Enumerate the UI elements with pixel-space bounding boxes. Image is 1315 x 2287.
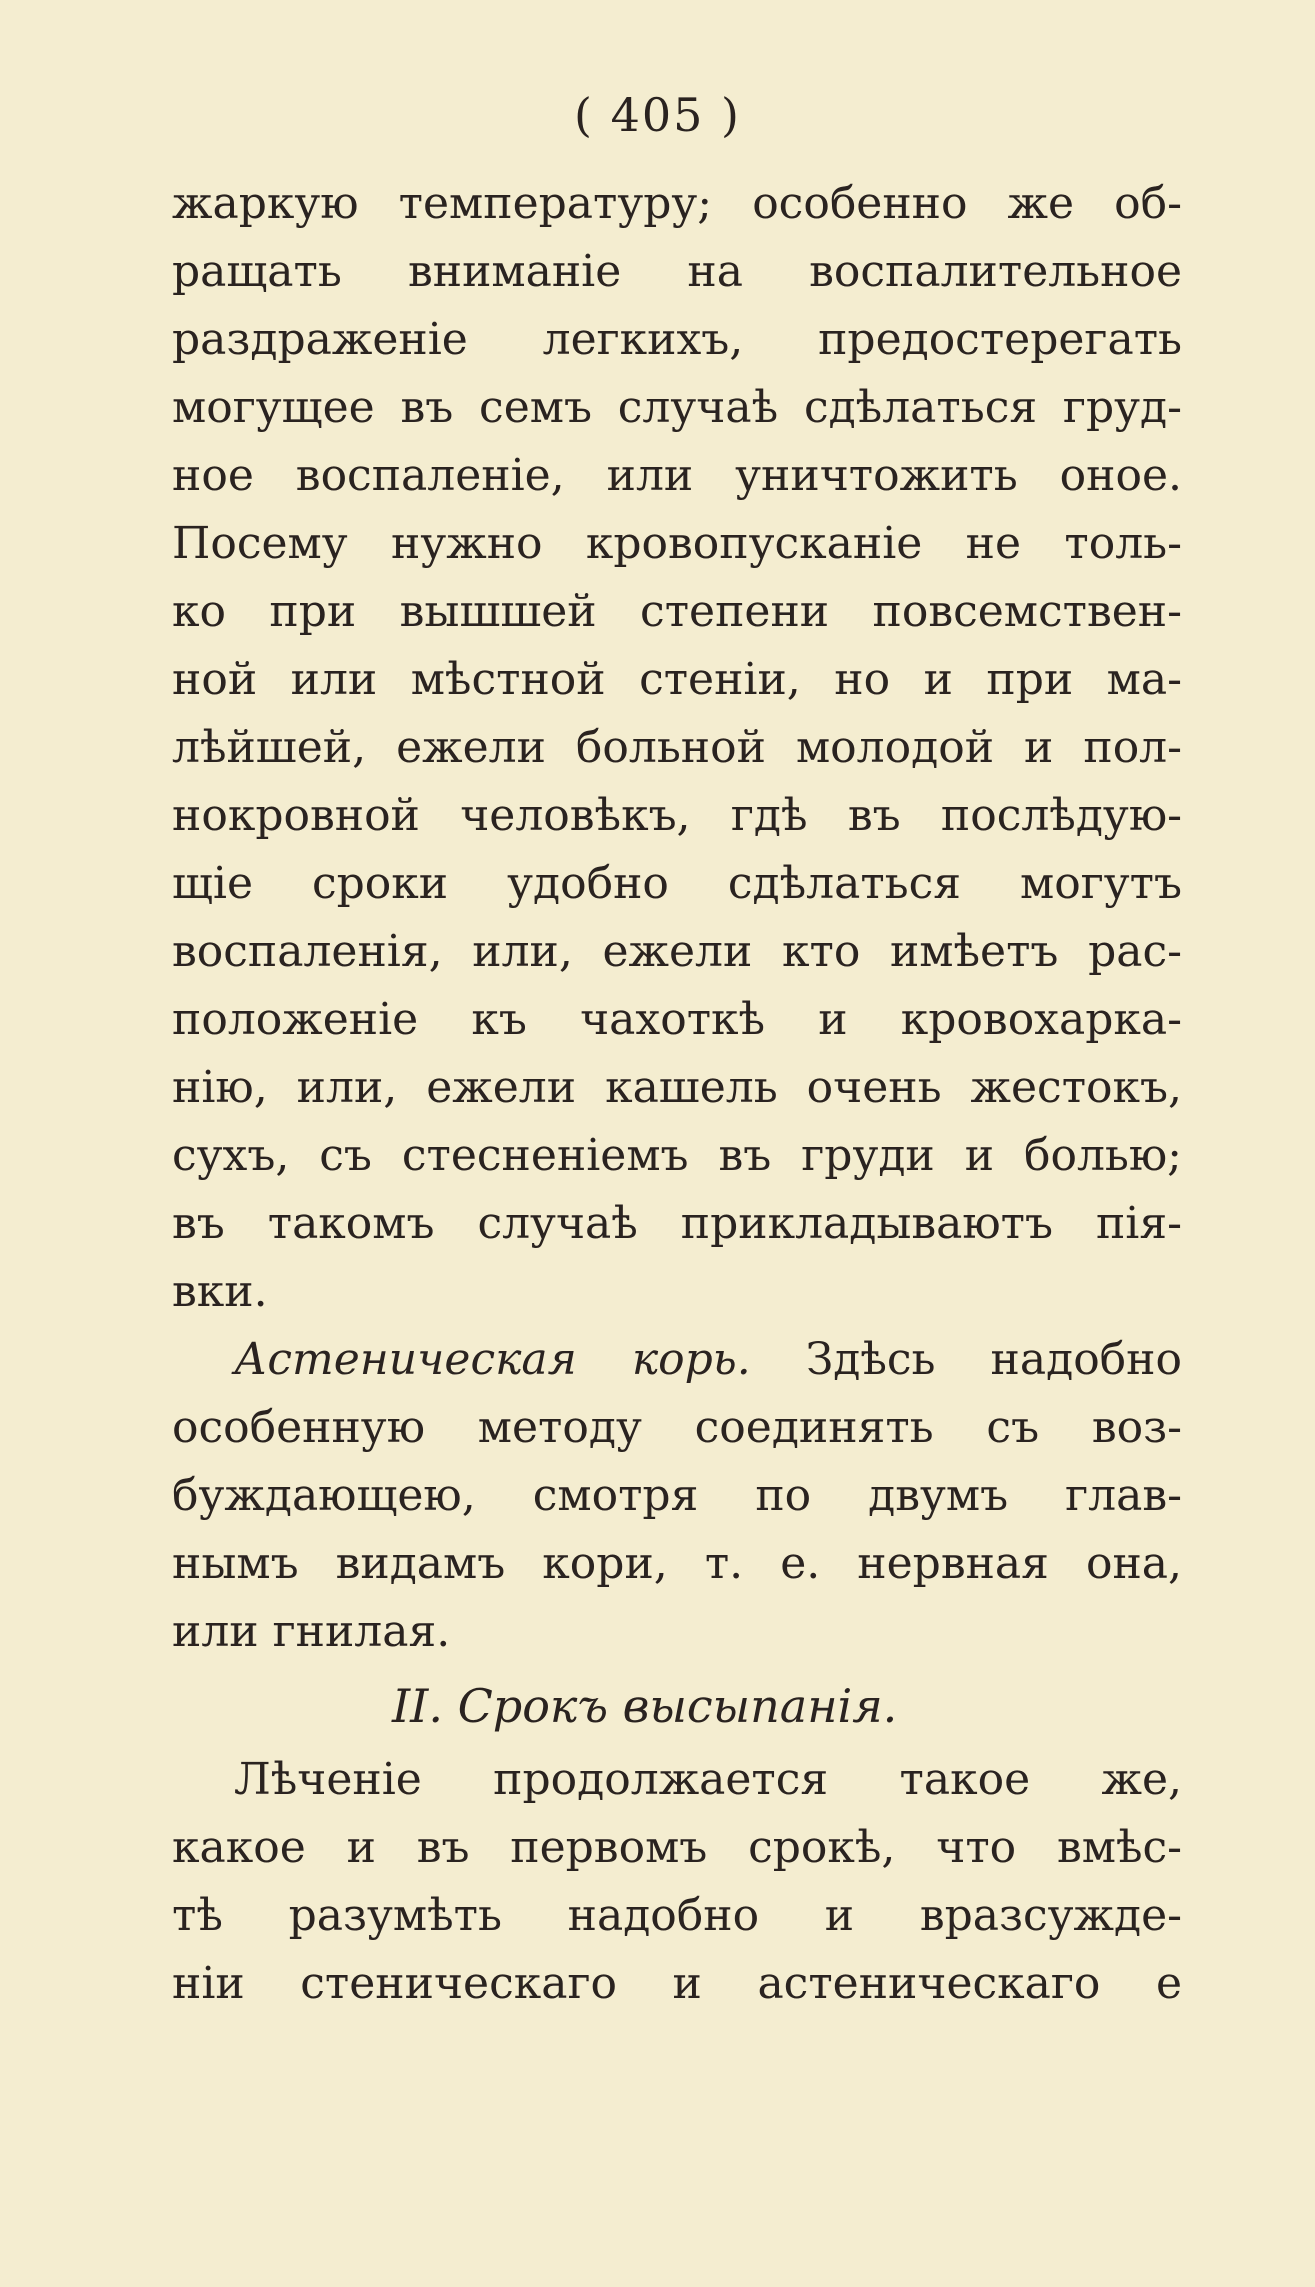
text-line: нію, или, ежели кашель очень жестокъ, — [172, 1062, 1182, 1113]
text-line: ніи стеническаго и астеническаго е — [172, 1958, 1182, 2009]
text-line: ращать вниманіе на воспалительное — [172, 246, 1182, 297]
paragraph-lead: Астеническая корь. — [234, 1334, 751, 1385]
text-line: Посему нужно кровопусканіе не толь- — [172, 518, 1182, 569]
text-line: Лѣченіе продолжается такое же, — [234, 1754, 1182, 1805]
text-line: могущее въ семъ случаѣ сдѣлаться груд- — [172, 382, 1182, 433]
text-line: воспаленія, или, ежели кто имѣетъ рас- — [172, 926, 1182, 977]
paragraph-2 — [172, 1326, 1182, 1666]
line-rest: Здѣсь надобно — [805, 1334, 1182, 1385]
text-line: сухъ, съ стесненіемъ въ груди и болью; — [172, 1130, 1182, 1181]
text-line: ко при вышшей степени повсемствен- — [172, 586, 1182, 637]
text-line: тѣ разумѣть надобно и вразсужде- — [172, 1890, 1182, 1941]
text-line: или гнилая. — [172, 1606, 451, 1657]
page-number: ( 405 ) — [574, 88, 741, 142]
section-heading: II. Срокъ высыпанія. — [392, 1679, 898, 1733]
text-line: раздраженіе легкихъ, предостерегать — [172, 314, 1182, 365]
text-line: ное воспаленіе, или уничтожить оное. — [172, 450, 1182, 501]
page-text — [172, 170, 1182, 2018]
text-line: нымъ видамъ кори, т. е. нервная она, — [172, 1538, 1182, 1589]
text-line: положеніе къ чахоткѣ и кровохарка- — [172, 994, 1182, 1045]
text-line: жаркую температуру; особенно же об- — [172, 178, 1182, 229]
text-line: нокровной человѣкъ, гдѣ въ послѣдую- — [172, 790, 1182, 841]
text-line: лѣйшей, ежели больной молодой и пол- — [172, 722, 1182, 773]
text-line: буждающею, смотря по двумъ глав- — [172, 1470, 1182, 1521]
text-line — [172, 1326, 1182, 1394]
paragraph-3 — [172, 1746, 1182, 2018]
text-line: ной или мѣстной стеніи, но и при ма- — [172, 654, 1182, 705]
text-line: какое и въ первомъ срокѣ, что вмѣс- — [172, 1822, 1182, 1873]
text-line: щіе сроки удобно сдѣлаться могутъ — [172, 858, 1182, 909]
paragraph-1 — [172, 170, 1182, 1326]
text-line: въ такомъ случаѣ прикладываютъ пія- — [172, 1198, 1182, 1249]
text-line: вки. — [172, 1266, 268, 1317]
text-line: особенную методу соединять съ воз- — [172, 1402, 1182, 1453]
